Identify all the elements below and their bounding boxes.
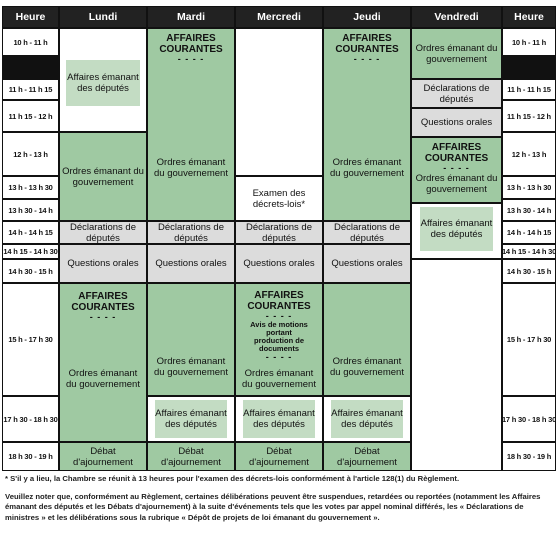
- mardi-ordres-apm: [148, 284, 234, 395]
- mardi-ordres-label: Ordres émanant du gouvernement: [154, 157, 228, 179]
- lundi-questions: [60, 245, 146, 282]
- jeudi-ordres-label: Ordres émanant du gouvernement: [330, 157, 404, 179]
- time-left: 13 h 30 - 14 h: [3, 200, 58, 220]
- mercredi-matin: [236, 29, 322, 175]
- mercredi-dashes-2: - - - -: [265, 352, 293, 362]
- time-left: 11 h 15 - 12 h: [3, 101, 58, 131]
- mardi-affaires-deputes: [155, 400, 227, 438]
- notes: [5, 474, 555, 523]
- mardi-questions-label: Questions orales: [155, 258, 227, 269]
- time-left: 14 h - 14 h 15: [3, 222, 58, 243]
- mardi-questions: [148, 245, 234, 282]
- mercredi-affaires-deputes: [243, 400, 315, 438]
- jeudi-debat-label: Débat d'ajournement: [337, 445, 397, 468]
- jeudi-soir: [324, 397, 410, 441]
- jeudi-ordres-apm-label: Ordres émanant du gouvernement: [330, 356, 404, 378]
- jeudi-dashes: - - - -: [353, 54, 381, 64]
- mercredi-avis-motions: Avis de motions portant production de documents: [250, 320, 308, 353]
- mercredi-examen: [236, 177, 322, 220]
- mardi-affaires-courantes: AFFAIRES COURANTES: [159, 33, 223, 55]
- header-vendredi: Vendredi: [412, 7, 501, 27]
- lundi-ordres-label: Ordres émanant du gouvernement: [62, 165, 144, 188]
- lundi-affaires-deputes: [66, 60, 140, 106]
- jeudi-questions-label: Questions orales: [331, 258, 403, 269]
- lundi-declarations: [60, 222, 146, 243]
- mercredi-declarations: [236, 222, 322, 243]
- vendredi-apm: [412, 204, 501, 258]
- time-right: 14 h - 14 h 15: [503, 222, 555, 243]
- mardi-declarations: [148, 222, 234, 243]
- time-left: 15 h - 17 h 30: [3, 284, 58, 395]
- mercredi-questions: [236, 245, 322, 282]
- time-left: 17 h 30 - 18 h 30: [3, 397, 58, 441]
- footnote: * S'il y a lieu, la Chambre se réunit à 13 heures pour l'examen des décrets-lois conformément à l'article 128(1) du Règlement.: [5, 474, 460, 483]
- time-right: 17 h 30 - 18 h 30: [503, 397, 555, 441]
- mardi-declarations-label: Déclarations de députés: [157, 221, 224, 244]
- time-right: 18 h 30 - 19 h: [503, 443, 555, 470]
- time-right: 13 h - 13 h 30: [503, 177, 555, 198]
- mercredi-examen-label: Examen des décrets-lois*: [252, 187, 306, 210]
- header-heure-left: Heure: [3, 7, 58, 27]
- jeudi-bloc-matin: [324, 29, 410, 220]
- mercredi-bloc-15h: [236, 284, 322, 395]
- vendredi-questions-label: Questions orales: [420, 117, 493, 128]
- lundi-empty: [60, 29, 146, 131]
- time-right: 14 h 15 - 14 h 30: [501, 247, 557, 256]
- lundi-questions-label: Questions orales: [67, 258, 139, 269]
- lundi-bloc-15h: [60, 284, 146, 441]
- header-jeudi: Jeudi: [324, 7, 410, 27]
- lundi-affaires-deputes-label: Affaires émanant des députés: [67, 72, 139, 94]
- vendredi-affaires-deputes: [420, 207, 493, 251]
- time-left: 14 h 30 - 15 h: [3, 260, 58, 282]
- time-right: 11 h 15 - 12 h: [503, 101, 555, 131]
- mardi-ordres-apm-label: Ordres émanant du gouvernement: [154, 356, 228, 378]
- vendredi-ordres-midi-label: Ordres émanant du gouvernement: [415, 173, 498, 195]
- time-left: 12 h - 13 h: [3, 133, 58, 175]
- header-heure-right: Heure: [503, 7, 555, 27]
- mardi-soir: [148, 397, 234, 441]
- time-right: 11 h - 11 h 15: [503, 80, 555, 99]
- jeudi-questions: [324, 245, 410, 282]
- vendredi-ordres-label: Ordres émanant du gouvernement: [415, 42, 498, 65]
- vendredi-declarations-label: Déclarations de députés: [423, 82, 490, 105]
- lundi-affaires-courantes: AFFAIRES COURANTES: [71, 291, 135, 313]
- time-left: 18 h 30 - 19 h: [3, 443, 58, 470]
- jeudi-declarations-label: Déclarations de députés: [333, 221, 400, 244]
- lundi-debat: [60, 443, 146, 470]
- time-left: 14 h 15 - 14 h 30: [3, 247, 58, 256]
- jeudi-debat: [324, 443, 410, 470]
- time-right: 15 h - 17 h 30: [503, 284, 555, 395]
- lundi-dashes: - - - -: [89, 312, 117, 322]
- header-lundi: Lundi: [60, 7, 146, 27]
- jeudi-affaires-deputes: [331, 400, 403, 438]
- mercredi-affaires-courantes: AFFAIRES COURANTES: [247, 290, 311, 312]
- mercredi-questions-label: Questions orales: [243, 258, 315, 269]
- header-mardi: Mardi: [148, 7, 234, 27]
- mercredi-declarations-label: Déclarations de députés: [245, 221, 312, 244]
- schedule-grid: [2, 6, 556, 471]
- vendredi-bloc-midi: [412, 138, 501, 202]
- time-right: 10 h - 11 h: [503, 29, 555, 55]
- vendredi-questions: [412, 109, 501, 136]
- time-right: 13 h 30 - 14 h: [503, 200, 555, 220]
- vendredi-vide: [412, 260, 501, 470]
- lundi-declarations-label: Déclarations de députés: [69, 221, 136, 244]
- time-left: 10 h - 11 h: [3, 29, 58, 55]
- vendredi-ordres-matin: [412, 29, 501, 78]
- lundi-ordres: [60, 133, 146, 220]
- notes-paragraph: Veuillez noter que, conformément au Règlement, certaines délibérations peuvent être suspendues, retardées ou reportées (notamment les Affaires émanant des députés et les Débats d'ajournement) à la suite d'événements tels que les votes par appel nominal différés, les « Déclarations de ministres » et les délibérations sous la rubrique « Dépôt de projets de loi émanant du gouvernement ».: [5, 491, 541, 522]
- mardi-bloc-matin: [148, 29, 234, 220]
- vendredi-dashes: - - - -: [443, 163, 470, 173]
- jeudi-affaires-courantes: AFFAIRES COURANTES: [335, 33, 399, 55]
- mardi-debat-label: Débat d'ajournement: [161, 445, 221, 468]
- mercredi-soir: [236, 397, 322, 441]
- time-right: 12 h - 13 h: [503, 133, 555, 175]
- lundi-debat-label: Débat d'ajournement: [73, 445, 133, 468]
- mardi-dashes: - - - -: [177, 54, 205, 64]
- mardi-debat: [148, 443, 234, 470]
- mercredi-affaires-deputes-label: Affaires émanant des députés: [243, 408, 315, 430]
- vendredi-declarations: [412, 80, 501, 107]
- mercredi-debat-label: Débat d'ajournement: [249, 445, 309, 468]
- mercredi-ordres-label: Ordres émanant du gouvernement: [242, 368, 316, 390]
- lundi-ordres-label: Ordres émanant du gouvernement: [66, 368, 140, 390]
- mercredi-debat: [236, 443, 322, 470]
- vendredi-affaires-deputes-label: Affaires émanant des députés: [420, 218, 493, 240]
- time-left: 11 h - 11 h 15: [3, 80, 58, 99]
- jeudi-ordres-apm: [324, 284, 410, 395]
- vendredi-affaires-courantes: AFFAIRES COURANTES: [424, 142, 489, 164]
- mercredi-dashes: - - - -: [265, 311, 293, 321]
- time-left: 13 h - 13 h 30: [3, 177, 58, 198]
- jeudi-affaires-deputes-label: Affaires émanant des députés: [331, 408, 403, 430]
- time-right: 14 h 30 - 15 h: [503, 260, 555, 282]
- jeudi-declarations: [324, 222, 410, 243]
- mardi-affaires-deputes-label: Affaires émanant des députés: [155, 408, 227, 430]
- header-mercredi: Mercredi: [236, 7, 322, 27]
